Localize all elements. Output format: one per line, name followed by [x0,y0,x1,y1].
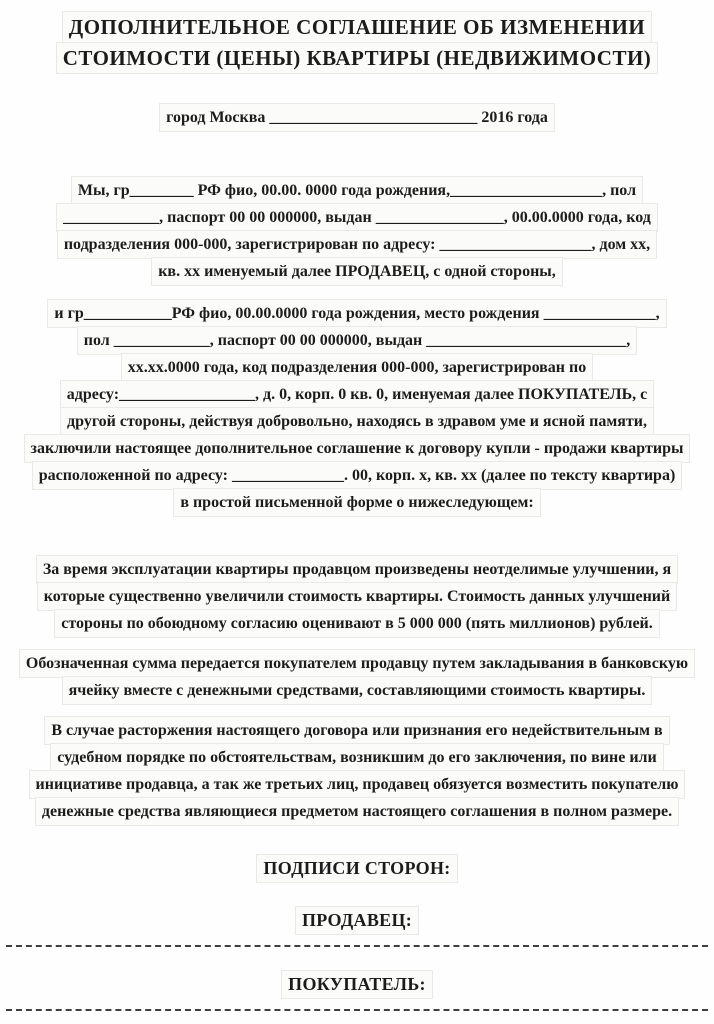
paragraph-line: и гр___________РФ фио, 00.00.0000 года рождения, место рождения ______________, [48,300,665,327]
payment-method-paragraph [0,650,714,704]
paragraph-line: денежные средства являющиеся предметом настоящего соглашения в полном размере. [36,798,678,825]
paragraph-line: За время эксплуатации квартиры продавцом произведены неотделимые улучшении, я [37,556,677,583]
paragraph-line: ячейку вместе с денежными средствами, составляющими стоимость квартиры. [63,677,652,704]
document-title [0,12,714,74]
title-line-2: СТОИМОСТИ (ЦЕНЫ) КВАРТИРЫ (НЕДВИЖИМОСТИ) [57,43,658,73]
signatures-heading: ПОДПИСИ СТОРОН: [257,855,456,882]
title-line-1: ДОПОЛНИТЕЛЬНОЕ СОГЛАШЕНИЕ ОБ ИЗМЕНЕНИИ [63,12,651,42]
buyer-signature-line [6,1009,708,1011]
seller-intro-paragraph [0,177,714,285]
paragraph-line: расположенной по адресу: ______________. 00, корп. х, кв. хх (далее по тексту квартира) [33,462,682,489]
paragraph-line: ____________, паспорт 00 00 000000, выдан ________________, 00.00.0000 года, код [57,204,657,231]
improvements-value-paragraph [0,556,714,637]
paragraph-line: которые существенно увеличили стоимость квартиры. Стоимость данных улучшений [38,583,676,610]
city-date-line: город Москва __________________________ 2016 года [160,104,554,131]
paragraph-line: подразделения 000-000, зарегистрирован по адресу: ___________________, дом хх, [58,231,656,258]
paragraph-line: другой стороны, действуя добровольно, находясь в здравом уме и ясной памяти, [61,408,653,435]
buyer-label: ПОКУПАТЕЛЬ: [282,971,432,998]
paragraph-line: заключили настоящее дополнительное соглашение к договору купли - продажи квартиры [25,435,690,462]
paragraph-line: адресу:_________________, д. 0, корп. 0 кв. 0, именуемая далее ПОКУПАТЕЛЬ, с [61,381,654,408]
seller-signature-line [6,945,708,947]
paragraph-line: в простой письменной форме о нижеследующем: [174,489,539,516]
paragraph-line: Обозначенная сумма передается покупателем продавцу путем закладывания в банковскую [20,650,694,677]
paragraph-line: хх.хх.0000 года, код подразделения 000-000, зарегистрирован по [122,354,593,381]
paragraph-line: Мы, гр________ РФ фио, 00.00. 0000 года рождения,___________________, пол [72,177,642,204]
paragraph-line: инициативе продавца, а так же третьих лиц, продавец обязуется возместить покупателю [30,771,685,798]
termination-clause-paragraph [0,717,714,825]
paragraph-line: стороны по обоюдному согласию оценивают в 5 000 000 (пять миллионов) рублей. [55,610,659,637]
buyer-intro-paragraph [0,300,714,516]
paragraph-line: В случае расторжения настоящего договора или признания его недействительным в [45,717,668,744]
paragraph-line: кв. хх именуемый далее ПРОДАВЕЦ, с одной стороны, [152,258,562,285]
seller-label: ПРОДАВЕЦ: [296,907,418,934]
paragraph-line: судебном порядке по обстоятельствам, возникшим до его заключения, по вине или [51,744,662,771]
paragraph-line: пол ____________, паспорт 00 00 000000, выдан _________________________, [78,327,637,354]
